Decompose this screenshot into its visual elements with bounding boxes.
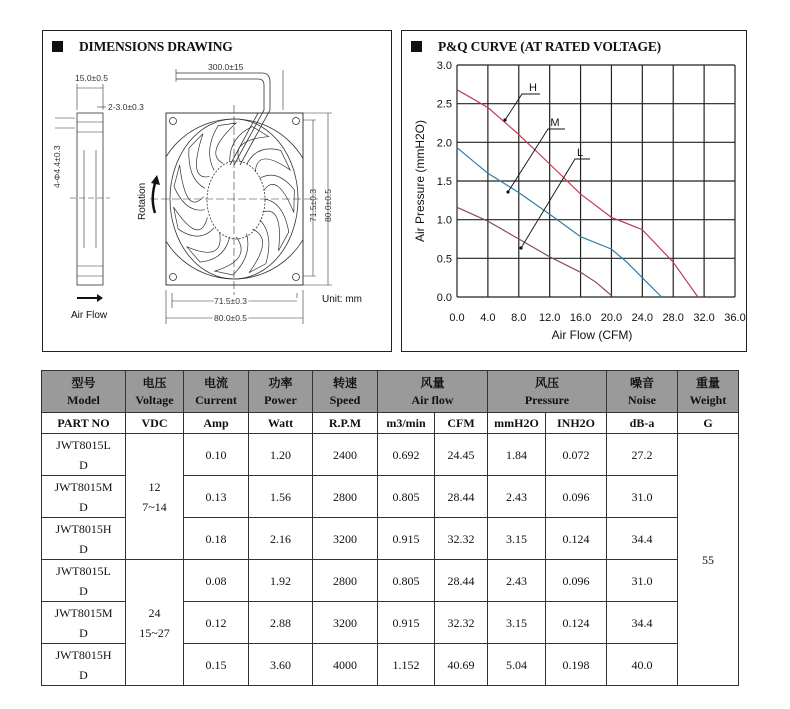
holes-label: 4-Φ4.4±0.3 [52, 145, 62, 188]
rotation-label: Rotation [137, 182, 148, 220]
column-header [378, 371, 488, 413]
unit-header: INH2O [546, 413, 607, 434]
pq-chart [413, 60, 746, 342]
value-cell: 0.124 [546, 602, 607, 644]
x-tick-label: 12.0 [538, 312, 561, 324]
column-header [184, 371, 249, 413]
x-tick-label: 0.0 [449, 312, 465, 324]
value-cell: 0.198 [546, 644, 607, 686]
column-header [678, 371, 739, 413]
value-cell: 28.44 [435, 476, 488, 518]
value-cell: 1.92 [249, 560, 313, 602]
fan-dimension-drawing [55, 69, 332, 324]
curve-L [457, 207, 611, 295]
model-cell: JWT8015H D [42, 518, 126, 560]
unit-header: dB-a [607, 413, 678, 434]
value-cell: 0.12 [184, 602, 249, 644]
value-cell: 0.15 [184, 644, 249, 686]
header-english: Noise [628, 392, 656, 407]
fan-blade [174, 165, 205, 210]
curve-label-L: L [576, 147, 584, 159]
value-cell: 34.4 [607, 602, 678, 644]
header-english: Voltage [135, 392, 174, 407]
voltage-cell: 12 7~14 [126, 434, 184, 560]
y-tick-label: 2.0 [436, 137, 452, 150]
pq-title-text: P&Q CURVE (AT RATED VOLTAGE) [438, 39, 661, 54]
header-chinese: 电流 [203, 375, 228, 390]
leader-arrow-icon [506, 190, 509, 193]
value-cell: 4000 [313, 644, 378, 686]
value-cell: 34.4 [607, 518, 678, 560]
curve-H [457, 90, 698, 297]
value-cell: 31.0 [607, 560, 678, 602]
unit-header: Amp [184, 413, 249, 434]
spec-table [41, 370, 739, 686]
curve-label-M: M [550, 117, 560, 129]
model-cell: JWT8015H D [42, 644, 126, 686]
fan-blade [189, 134, 210, 189]
value-cell: 0.915 [378, 602, 435, 644]
x-tick-label: 20.0 [600, 312, 623, 324]
value-cell: 28.44 [435, 560, 488, 602]
header-chinese: 风量 [420, 375, 445, 390]
leader-line-M [508, 129, 565, 192]
value-cell: 0.915 [378, 518, 435, 560]
value-cell: 0.13 [184, 476, 249, 518]
unit-header: R.P.M [313, 413, 378, 434]
x-tick-label: 36.0 [724, 312, 746, 324]
value-cell: 0.18 [184, 518, 249, 560]
header-chinese: 噪音 [629, 375, 654, 390]
value-cell: 27.2 [607, 434, 678, 476]
unit-header: PART NO [42, 413, 126, 434]
thickness-label: 15.0±0.5 [75, 73, 109, 83]
value-cell: 0.805 [378, 560, 435, 602]
value-cell: 0.805 [378, 476, 435, 518]
value-cell: 1.20 [249, 434, 313, 476]
header-row [42, 371, 739, 413]
value-cell: 3.15 [488, 518, 546, 560]
header-chinese: 重量 [695, 375, 720, 390]
value-cell: 1.84 [488, 434, 546, 476]
value-cell: 32.32 [435, 518, 488, 560]
leader-arrow-icon [503, 118, 506, 121]
value-cell: 0.10 [184, 434, 249, 476]
header-english: Model [67, 392, 100, 407]
curve-label-H: H [529, 82, 537, 94]
value-cell: 2.16 [249, 518, 313, 560]
x-axis-label: Air Flow (CFM) [551, 328, 633, 342]
model-cell: JWT8015L D [42, 434, 126, 476]
value-cell: 0.124 [546, 518, 607, 560]
hole-pitch-vertical-label: 71.5±0.3 [308, 188, 318, 222]
value-cell: 0.08 [184, 560, 249, 602]
column-header [249, 371, 313, 413]
table-row [42, 434, 739, 476]
column-header [313, 371, 378, 413]
x-tick-label: 8.0 [511, 312, 527, 324]
model-cell: JWT8015M D [42, 476, 126, 518]
air-flow-label: Air Flow [71, 310, 108, 321]
cable-length-label: 300.0±15 [208, 62, 244, 72]
unit-header: mmH2O [488, 413, 546, 434]
value-cell: 1.56 [249, 476, 313, 518]
size-horizontal-label: 80.0±0.5 [214, 313, 248, 323]
header-english: Power [264, 392, 297, 407]
header-chinese: 型号 [71, 375, 96, 390]
unit-label: Unit: mm [322, 294, 362, 305]
header-english: Current [195, 392, 237, 407]
value-cell: 40.0 [607, 644, 678, 686]
x-tick-label: 24.0 [631, 312, 654, 324]
x-tick-label: 28.0 [662, 312, 684, 324]
value-cell: 3.60 [249, 644, 313, 686]
value-cell: 0.096 [546, 560, 607, 602]
header-english: Air flow [411, 392, 454, 407]
voltage-cell: 24 15~27 [126, 560, 184, 686]
slot-label: 2-3.0±0.3 [108, 102, 144, 112]
value-cell: 3200 [313, 518, 378, 560]
header-chinese: 功率 [268, 375, 293, 390]
unit-header: CFM [435, 413, 488, 434]
header-english: Weight [689, 392, 727, 407]
header-chinese: 转速 [332, 375, 357, 390]
value-cell: 40.69 [435, 644, 488, 686]
unit-header: VDC [126, 413, 184, 434]
unit-header: m3/min [378, 413, 435, 434]
value-cell: 0.692 [378, 434, 435, 476]
unit-header: Watt [249, 413, 313, 434]
value-cell: 3200 [313, 602, 378, 644]
value-cell: 1.152 [378, 644, 435, 686]
value-cell: 2.43 [488, 560, 546, 602]
leader-arrow-icon [519, 246, 522, 249]
x-tick-label: 32.0 [693, 312, 715, 324]
header-english: Speed [329, 392, 361, 407]
column-header [607, 371, 678, 413]
weight-cell: 55 [678, 434, 739, 686]
y-tick-label: 0.0 [436, 292, 452, 304]
value-cell: 0.072 [546, 434, 607, 476]
value-cell: 24.45 [435, 434, 488, 476]
value-cell: 2.43 [488, 476, 546, 518]
hole-pitch-horizontal-label: 71.5±0.3 [214, 296, 248, 306]
leader-line-L [521, 159, 590, 248]
size-vertical-label: 80.0±0.5 [323, 188, 333, 222]
fan-side-view [77, 113, 103, 285]
leader-line-H [505, 94, 540, 120]
model-cell: JWT8015M D [42, 602, 126, 644]
dimensions-title-text: DIMENSIONS DRAWING [79, 39, 233, 54]
fan-blade [249, 220, 269, 273]
value-cell: 5.04 [488, 644, 546, 686]
fan-blade [230, 127, 269, 162]
value-cell: 2400 [313, 434, 378, 476]
fan-blade [263, 199, 289, 251]
column-header [126, 371, 184, 413]
header-chinese: 电压 [142, 375, 167, 390]
value-cell: 2.88 [249, 602, 313, 644]
y-tick-label: 2.5 [436, 98, 452, 111]
column-header [488, 371, 607, 413]
y-tick-label: 0.5 [436, 253, 452, 266]
value-cell: 0.096 [546, 476, 607, 518]
model-cell: JWT8015L D [42, 560, 126, 602]
drawing-labels [52, 62, 362, 323]
rotation-arrow-icon [153, 180, 156, 213]
fan-cable [176, 73, 270, 165]
value-cell: 2800 [313, 560, 378, 602]
units-row [42, 413, 739, 434]
y-axis-label: Air Pressure (mmH2O) [413, 119, 427, 243]
y-tick-label: 1.0 [436, 214, 452, 227]
x-tick-label: 16.0 [569, 312, 592, 324]
value-cell: 32.32 [435, 602, 488, 644]
header-chinese: 风压 [534, 375, 559, 390]
header-english: Pressure [524, 392, 570, 407]
unit-header: G [678, 413, 739, 434]
column-header [42, 371, 126, 413]
value-cell: 3.15 [488, 602, 546, 644]
y-tick-label: 1.5 [436, 176, 452, 188]
x-tick-label: 4.0 [480, 312, 496, 324]
y-tick-label: 3.0 [436, 60, 452, 72]
value-cell: 2800 [313, 476, 378, 518]
fan-blade [187, 232, 230, 262]
value-cell: 31.0 [607, 476, 678, 518]
table-row [42, 560, 739, 602]
